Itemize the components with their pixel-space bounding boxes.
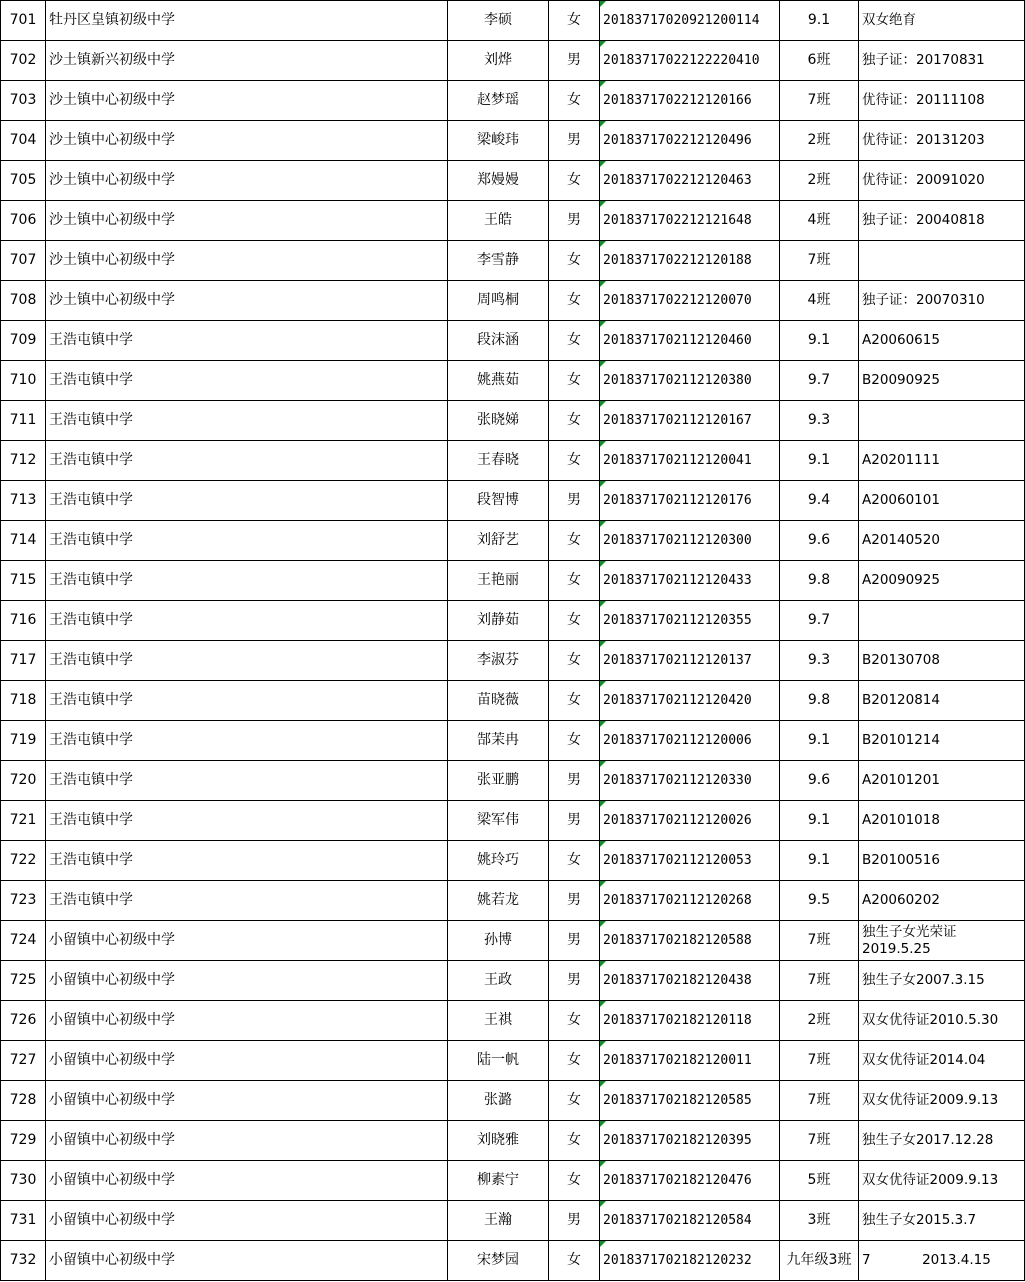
student-sex: 男 — [549, 1201, 600, 1241]
row-number: 721 — [1, 801, 46, 841]
table-row — [1, 1081, 1025, 1121]
certificate-note: 独生子女2015.3.7 — [859, 1201, 1025, 1241]
student-id: 2018371702182120011 — [600, 1041, 780, 1081]
student-sex: 女 — [549, 281, 600, 321]
class-label: 2班 — [780, 1001, 859, 1041]
class-label: 9.1 — [780, 841, 859, 881]
table-row — [1, 1, 1025, 41]
class-label: 9.6 — [780, 521, 859, 561]
certificate-note: 独生子女光荣证 2019.5.25 — [859, 921, 1025, 961]
row-number: 711 — [1, 401, 46, 441]
student-id: 2018371702212120463 — [600, 161, 780, 201]
row-number: 718 — [1, 681, 46, 721]
row-number: 717 — [1, 641, 46, 681]
row-number: 729 — [1, 1121, 46, 1161]
student-id: 2018371702212120188 — [600, 241, 780, 281]
school-name: 小留镇中心初级中学 — [46, 1161, 448, 1201]
school-name: 王浩屯镇中学 — [46, 321, 448, 361]
student-sex: 女 — [549, 1161, 600, 1201]
row-number: 706 — [1, 201, 46, 241]
student-sex: 女 — [549, 521, 600, 561]
certificate-note: 优待证：20131203 — [859, 121, 1025, 161]
school-name: 王浩屯镇中学 — [46, 681, 448, 721]
table-row — [1, 121, 1025, 161]
row-number: 703 — [1, 81, 46, 121]
school-name: 王浩屯镇中学 — [46, 721, 448, 761]
school-name: 王浩屯镇中学 — [46, 481, 448, 521]
student-sex: 女 — [549, 321, 600, 361]
row-number: 723 — [1, 881, 46, 921]
student-id: 20183717020921200114 — [600, 1, 780, 41]
student-id: 2018371702182120588 — [600, 921, 780, 961]
table-row — [1, 1121, 1025, 1161]
row-number: 704 — [1, 121, 46, 161]
table-row — [1, 761, 1025, 801]
student-sex: 女 — [549, 1241, 600, 1281]
row-number: 731 — [1, 1201, 46, 1241]
table-row — [1, 841, 1025, 881]
row-number: 710 — [1, 361, 46, 401]
table-row — [1, 1001, 1025, 1041]
class-label: 9.8 — [780, 561, 859, 601]
certificate-note: A20060202 — [859, 881, 1025, 921]
table-row — [1, 481, 1025, 521]
row-number: 725 — [1, 961, 46, 1001]
table-row — [1, 921, 1025, 961]
student-id: 2018371702112120268 — [600, 881, 780, 921]
student-name: 刘烨 — [448, 41, 549, 81]
table-row — [1, 961, 1025, 1001]
table-row — [1, 41, 1025, 81]
student-name: 姚若龙 — [448, 881, 549, 921]
class-label: 5班 — [780, 1161, 859, 1201]
table-row — [1, 601, 1025, 641]
class-label: 7班 — [780, 921, 859, 961]
row-number: 707 — [1, 241, 46, 281]
certificate-note: 双女优待证2009.9.13 — [859, 1161, 1025, 1201]
student-sex: 女 — [549, 1041, 600, 1081]
student-name: 姚玲巧 — [448, 841, 549, 881]
class-label: 7班 — [780, 241, 859, 281]
student-id: 2018371702112120433 — [600, 561, 780, 601]
table-row — [1, 401, 1025, 441]
student-sex: 女 — [549, 841, 600, 881]
student-name: 梁峻玮 — [448, 121, 549, 161]
student-name: 姚燕茹 — [448, 361, 549, 401]
student-name: 王祺 — [448, 1001, 549, 1041]
row-number: 722 — [1, 841, 46, 881]
school-name: 小留镇中心初级中学 — [46, 921, 448, 961]
student-sex: 女 — [549, 641, 600, 681]
student-id: 2018371702112120137 — [600, 641, 780, 681]
table-row — [1, 721, 1025, 761]
student-id: 2018371702182120476 — [600, 1161, 780, 1201]
student-sex: 女 — [549, 361, 600, 401]
school-name: 牡丹区皇镇初级中学 — [46, 1, 448, 41]
table-row — [1, 281, 1025, 321]
table-row — [1, 161, 1025, 201]
student-name: 宋梦园 — [448, 1241, 549, 1281]
class-label: 9.1 — [780, 321, 859, 361]
certificate-note: 独生子女2007.3.15 — [859, 961, 1025, 1001]
school-name: 小留镇中心初级中学 — [46, 1041, 448, 1081]
table-row — [1, 681, 1025, 721]
student-name: 刘晓雅 — [448, 1121, 549, 1161]
student-id: 2018371702112120026 — [600, 801, 780, 841]
table-row — [1, 1201, 1025, 1241]
student-id: 2018371702182120232 — [600, 1241, 780, 1281]
certificate-note: A20060615 — [859, 321, 1025, 361]
row-number: 728 — [1, 1081, 46, 1121]
student-sex: 女 — [549, 601, 600, 641]
class-label: 3班 — [780, 1201, 859, 1241]
student-id: 2018371702112120355 — [600, 601, 780, 641]
student-sex: 女 — [549, 721, 600, 761]
certificate-note: A20060101 — [859, 481, 1025, 521]
student-name: 王艳丽 — [448, 561, 549, 601]
certificate-note: 独子证：20170831 — [859, 41, 1025, 81]
student-name: 刘舒艺 — [448, 521, 549, 561]
certificate-note: 优待证：20111108 — [859, 81, 1025, 121]
row-number: 705 — [1, 161, 46, 201]
class-label: 9.5 — [780, 881, 859, 921]
school-name: 沙土镇中心初级中学 — [46, 121, 448, 161]
student-sex: 女 — [549, 681, 600, 721]
certificate-note: B20100516 — [859, 841, 1025, 881]
student-name: 郜茉冉 — [448, 721, 549, 761]
student-name: 赵梦瑶 — [448, 81, 549, 121]
student-id: 2018371702112120167 — [600, 401, 780, 441]
certificate-note: 7 2013.4.15 — [859, 1241, 1025, 1281]
school-name: 沙土镇新兴初级中学 — [46, 41, 448, 81]
class-label: 9.1 — [780, 441, 859, 481]
table-row — [1, 81, 1025, 121]
student-sex: 女 — [549, 81, 600, 121]
class-label: 9.7 — [780, 361, 859, 401]
row-number: 715 — [1, 561, 46, 601]
row-number: 716 — [1, 601, 46, 641]
certificate-note: 双女绝育 — [859, 1, 1025, 41]
class-label: 4班 — [780, 281, 859, 321]
class-label: 九年级3班 — [780, 1241, 859, 1281]
student-id: 20183717022122220410 — [600, 41, 780, 81]
student-name: 段沫涵 — [448, 321, 549, 361]
table-row — [1, 1041, 1025, 1081]
student-id: 2018371702112120041 — [600, 441, 780, 481]
table-row — [1, 641, 1025, 681]
table-row — [1, 321, 1025, 361]
certificate-note: A20101018 — [859, 801, 1025, 841]
row-number: 702 — [1, 41, 46, 81]
student-sex: 男 — [549, 201, 600, 241]
student-id: 2018371702112120330 — [600, 761, 780, 801]
school-name: 王浩屯镇中学 — [46, 561, 448, 601]
student-name: 刘静茹 — [448, 601, 549, 641]
certificate-note: 优待证：20091020 — [859, 161, 1025, 201]
table-body — [1, 1, 1025, 1281]
certificate-note: B20090925 — [859, 361, 1025, 401]
student-id: 2018371702112120176 — [600, 481, 780, 521]
class-label: 7班 — [780, 1041, 859, 1081]
certificate-note: 独生子女2017.12.28 — [859, 1121, 1025, 1161]
school-name: 王浩屯镇中学 — [46, 881, 448, 921]
class-label: 7班 — [780, 1081, 859, 1121]
row-number: 714 — [1, 521, 46, 561]
school-name: 沙土镇中心初级中学 — [46, 241, 448, 281]
student-id: 2018371702212120496 — [600, 121, 780, 161]
student-id: 2018371702212121648 — [600, 201, 780, 241]
student-name: 柳素宁 — [448, 1161, 549, 1201]
certificate-note — [859, 241, 1025, 281]
student-sex: 女 — [549, 1001, 600, 1041]
certificate-note: A20101201 — [859, 761, 1025, 801]
student-name: 周鸣桐 — [448, 281, 549, 321]
student-sex: 女 — [549, 161, 600, 201]
school-name: 沙土镇中心初级中学 — [46, 161, 448, 201]
school-name: 沙土镇中心初级中学 — [46, 81, 448, 121]
certificate-note: 双女优待证2010.5.30 — [859, 1001, 1025, 1041]
student-name: 段智博 — [448, 481, 549, 521]
school-name: 王浩屯镇中学 — [46, 641, 448, 681]
school-name: 王浩屯镇中学 — [46, 521, 448, 561]
student-id: 2018371702212120166 — [600, 81, 780, 121]
class-label: 7班 — [780, 1121, 859, 1161]
row-number: 727 — [1, 1041, 46, 1081]
student-id: 2018371702112120006 — [600, 721, 780, 761]
student-name: 陆一帆 — [448, 1041, 549, 1081]
table-row — [1, 561, 1025, 601]
student-sex: 男 — [549, 41, 600, 81]
student-sex: 女 — [549, 1121, 600, 1161]
student-id: 2018371702182120395 — [600, 1121, 780, 1161]
student-name: 王瀚 — [448, 1201, 549, 1241]
student-sex: 男 — [549, 961, 600, 1001]
student-id: 2018371702212120070 — [600, 281, 780, 321]
row-number: 712 — [1, 441, 46, 481]
class-label: 9.1 — [780, 801, 859, 841]
student-sex: 女 — [549, 1, 600, 41]
student-id: 2018371702182120118 — [600, 1001, 780, 1041]
class-label: 2班 — [780, 121, 859, 161]
table-row — [1, 521, 1025, 561]
row-number: 701 — [1, 1, 46, 41]
class-label: 2班 — [780, 161, 859, 201]
class-label: 9.1 — [780, 721, 859, 761]
certificate-note: A20090925 — [859, 561, 1025, 601]
school-name: 王浩屯镇中学 — [46, 801, 448, 841]
student-name: 张亚鹏 — [448, 761, 549, 801]
school-name: 小留镇中心初级中学 — [46, 1001, 448, 1041]
certificate-note: B20130708 — [859, 641, 1025, 681]
table-row — [1, 1241, 1025, 1281]
school-name: 王浩屯镇中学 — [46, 761, 448, 801]
class-label: 9.1 — [780, 1, 859, 41]
table-row — [1, 801, 1025, 841]
school-name: 王浩屯镇中学 — [46, 841, 448, 881]
class-label: 9.3 — [780, 641, 859, 681]
student-name: 张晓娣 — [448, 401, 549, 441]
school-name: 王浩屯镇中学 — [46, 361, 448, 401]
class-label: 9.7 — [780, 601, 859, 641]
certificate-note: 独子证：20070310 — [859, 281, 1025, 321]
row-number: 730 — [1, 1161, 46, 1201]
class-label: 9.4 — [780, 481, 859, 521]
student-sex: 男 — [549, 761, 600, 801]
school-name: 小留镇中心初级中学 — [46, 961, 448, 1001]
class-label: 7班 — [780, 961, 859, 1001]
row-number: 726 — [1, 1001, 46, 1041]
school-name: 小留镇中心初级中学 — [46, 1241, 448, 1281]
student-name: 王春晓 — [448, 441, 549, 481]
row-number: 719 — [1, 721, 46, 761]
certificate-note: B20101214 — [859, 721, 1025, 761]
table-row — [1, 201, 1025, 241]
student-id: 2018371702182120584 — [600, 1201, 780, 1241]
school-name: 王浩屯镇中学 — [46, 601, 448, 641]
student-name: 郑嫚嫚 — [448, 161, 549, 201]
class-label: 6班 — [780, 41, 859, 81]
table-row — [1, 361, 1025, 401]
student-sex: 男 — [549, 121, 600, 161]
student-name: 李硕 — [448, 1, 549, 41]
student-name: 李雪静 — [448, 241, 549, 281]
school-name: 沙土镇中心初级中学 — [46, 281, 448, 321]
student-sex: 男 — [549, 801, 600, 841]
row-number: 709 — [1, 321, 46, 361]
certificate-note: 双女优待证2014.04 — [859, 1041, 1025, 1081]
table-row — [1, 881, 1025, 921]
student-id: 2018371702112120420 — [600, 681, 780, 721]
class-label: 9.8 — [780, 681, 859, 721]
student-name: 孙博 — [448, 921, 549, 961]
certificate-note — [859, 401, 1025, 441]
student-name: 李淑芬 — [448, 641, 549, 681]
class-label: 9.3 — [780, 401, 859, 441]
class-label: 4班 — [780, 201, 859, 241]
row-number: 713 — [1, 481, 46, 521]
student-name: 张潞 — [448, 1081, 549, 1121]
student-name: 梁军伟 — [448, 801, 549, 841]
student-id: 2018371702112120380 — [600, 361, 780, 401]
student-sex: 男 — [549, 921, 600, 961]
student-sex: 女 — [549, 401, 600, 441]
table-row — [1, 441, 1025, 481]
student-id: 2018371702112120460 — [600, 321, 780, 361]
student-name: 王政 — [448, 961, 549, 1001]
certificate-note: A20140520 — [859, 521, 1025, 561]
row-number: 720 — [1, 761, 46, 801]
student-name: 王皓 — [448, 201, 549, 241]
certificate-note: B20120814 — [859, 681, 1025, 721]
student-id: 2018371702182120438 — [600, 961, 780, 1001]
student-id: 2018371702182120585 — [600, 1081, 780, 1121]
school-name: 小留镇中心初级中学 — [46, 1081, 448, 1121]
student-id: 2018371702112120053 — [600, 841, 780, 881]
certificate-note: 双女优待证2009.9.13 — [859, 1081, 1025, 1121]
row-number: 708 — [1, 281, 46, 321]
row-number: 732 — [1, 1241, 46, 1281]
class-label: 9.6 — [780, 761, 859, 801]
row-number: 724 — [1, 921, 46, 961]
student-sex: 女 — [549, 1081, 600, 1121]
table-row — [1, 241, 1025, 281]
student-sex: 女 — [549, 441, 600, 481]
certificate-note: 独子证：20040818 — [859, 201, 1025, 241]
table-row — [1, 1161, 1025, 1201]
school-name: 王浩屯镇中学 — [46, 401, 448, 441]
school-name: 沙土镇中心初级中学 — [46, 201, 448, 241]
certificate-note: A20201111 — [859, 441, 1025, 481]
student-sex: 女 — [549, 561, 600, 601]
school-name: 王浩屯镇中学 — [46, 441, 448, 481]
class-label: 7班 — [780, 81, 859, 121]
school-name: 小留镇中心初级中学 — [46, 1121, 448, 1161]
certificate-note — [859, 601, 1025, 641]
school-name: 小留镇中心初级中学 — [46, 1201, 448, 1241]
student-name: 苗晓薇 — [448, 681, 549, 721]
student-sex: 男 — [549, 481, 600, 521]
student-sex: 男 — [549, 881, 600, 921]
student-id: 2018371702112120300 — [600, 521, 780, 561]
student-sex: 女 — [549, 241, 600, 281]
